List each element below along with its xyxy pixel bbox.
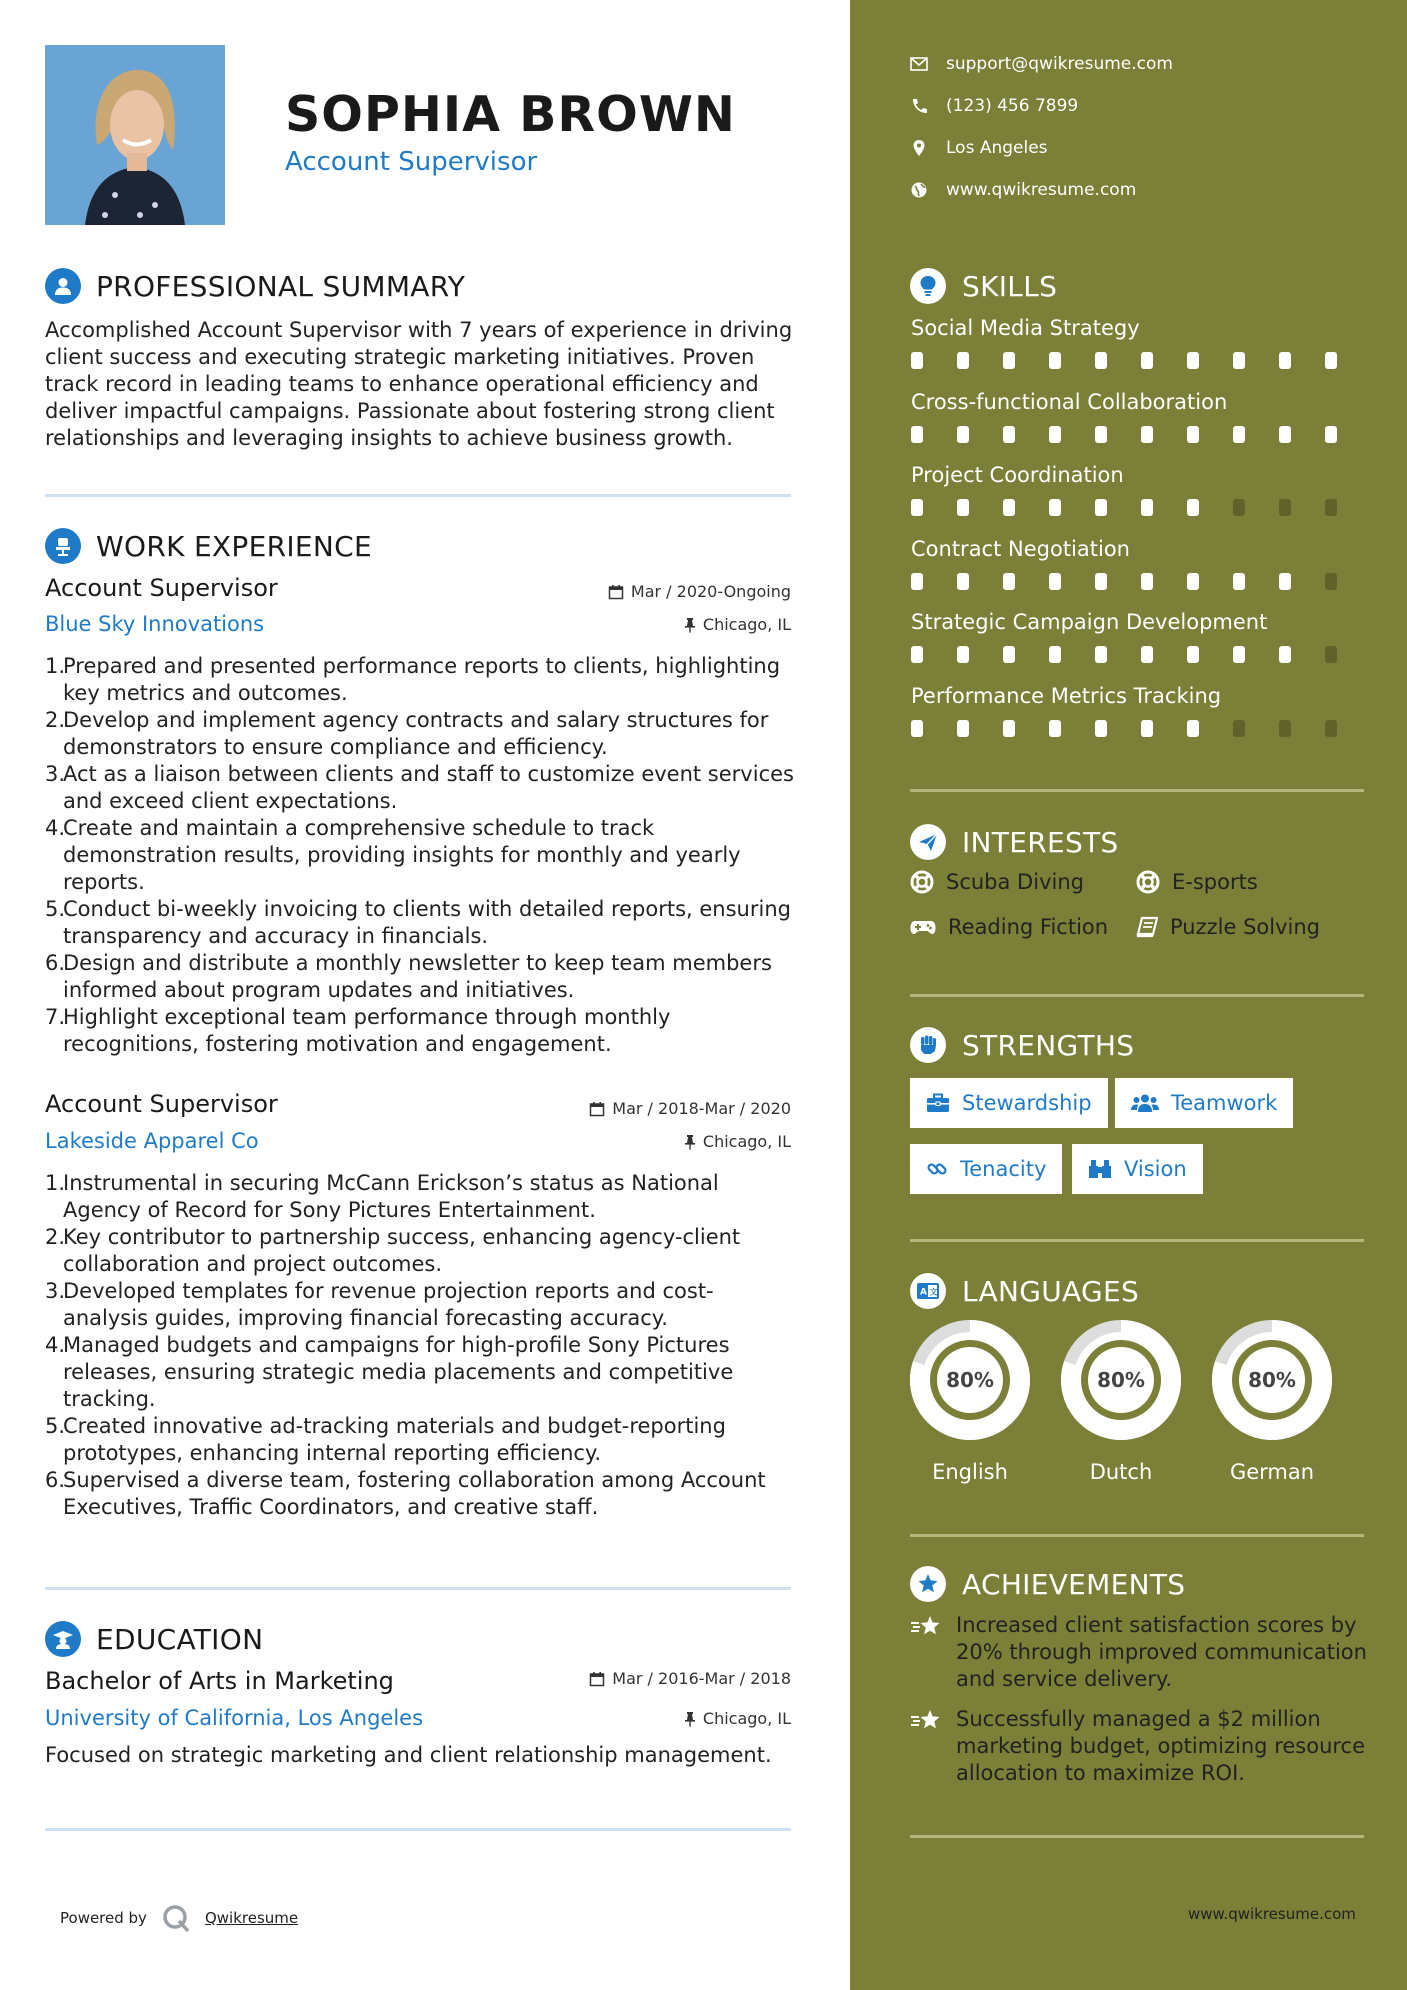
skill-dot [1141, 499, 1153, 516]
section-divider [910, 1239, 1364, 1242]
skill-dot [911, 720, 923, 737]
lifebuoy-icon [1136, 870, 1160, 894]
skill-level [911, 352, 1371, 369]
paper-plane-icon [910, 824, 946, 860]
job-company: Lakeside Apparel Co [45, 1129, 259, 1153]
lightbulb-icon [910, 268, 946, 304]
list-item: 4. Create and maintain a comprehensive schedule to track demonstration results, providing insights for monthly and yearly reports. [45, 816, 741, 894]
job-dates: Mar / 2020-Ongoing [500, 582, 791, 601]
link-icon [926, 1158, 948, 1180]
pin-icon [684, 617, 696, 633]
list-item: 5. Created innovative ad-tracking materials and budget-reporting prototypes, enhancing internal reporting efficiency. [45, 1414, 726, 1465]
skills-title: SKILLS [962, 270, 1058, 303]
skills-list [911, 316, 1371, 757]
calendar-icon [589, 1671, 605, 1687]
skill-dot [1233, 720, 1245, 737]
skill-dot [1279, 720, 1291, 737]
section-divider [910, 994, 1364, 997]
skill-dot [957, 426, 969, 443]
skill-dot [1325, 352, 1337, 369]
languages-list [908, 1318, 1334, 1484]
language-percent: 80% [1248, 1368, 1296, 1392]
skill-dot [1279, 646, 1291, 663]
svg-text:文: 文 [929, 1287, 938, 1297]
skill-name: Project Coordination [911, 463, 1124, 487]
graduate-icon [45, 1621, 81, 1657]
skill-dot [1233, 646, 1245, 663]
job-role: Account Supervisor [45, 1090, 278, 1118]
pin-icon [684, 1711, 696, 1727]
translate-icon [910, 1273, 946, 1309]
svg-text:A: A [920, 1287, 927, 1298]
qwikresume-logo-icon [161, 1903, 191, 1933]
skill-dot [1141, 573, 1153, 590]
list-item: 5. Conduct bi-weekly invoicing to clients with detailed reports, ensuring transparency and accuracy in financials. [45, 897, 791, 948]
skill-dot [1187, 426, 1199, 443]
job-location: Chicago, IL [500, 1132, 791, 1151]
skill-dot [1141, 720, 1153, 737]
education-dates: Mar / 2016-Mar / 2018 [480, 1669, 791, 1688]
skill-dot [1279, 499, 1291, 516]
skill-dot [1049, 646, 1061, 663]
education-description: Focused on strategic marketing and client relationship management. [45, 1743, 772, 1767]
skill-dot [1187, 720, 1199, 737]
skill-dot [1095, 499, 1107, 516]
lifebuoy-icon [910, 870, 934, 894]
education-location: Chicago, IL [500, 1709, 791, 1728]
section-divider [45, 494, 791, 497]
users-icon [1131, 1093, 1159, 1113]
list-item: 2. Develop and implement agency contracts and salary structures for demonstrators to ensure compliance and efficiency. [45, 708, 769, 759]
skill-dot [1233, 573, 1245, 590]
language-percent: 80% [1097, 1368, 1145, 1392]
contact-email[interactable]: support@qwikresume.com [910, 43, 1173, 85]
skill-dot [1003, 720, 1015, 737]
candidate-title: Account Supervisor [285, 147, 538, 177]
strength-badge: Teamwork [1115, 1078, 1293, 1128]
calendar-icon [589, 1101, 605, 1117]
skill-dot [1325, 499, 1337, 516]
skill-level [911, 646, 1371, 663]
skill-dot [1095, 573, 1107, 590]
skill-level [911, 720, 1371, 737]
section-divider [45, 1587, 791, 1590]
skill-dot [1279, 573, 1291, 590]
skill-dot [1003, 646, 1015, 663]
interest-item: Scuba Diving [910, 870, 1084, 894]
list-item: 4. Managed budgets and campaigns for high-profile Sony Pictures releases, ensuring strategic media placements and competitive tracking. [45, 1333, 734, 1411]
skill-dot [1003, 499, 1015, 516]
skill-level [911, 426, 1371, 443]
skill-name: Performance Metrics Tracking [911, 683, 1222, 708]
education-degree: Bachelor of Arts in Marketing [45, 1667, 394, 1695]
section-divider [45, 1828, 791, 1831]
skill-dot [911, 499, 923, 516]
skill-dot [1049, 573, 1061, 590]
skill-dot [1279, 352, 1291, 369]
skill-name: Social Media Strategy [911, 316, 1140, 340]
skill-dot [911, 426, 923, 443]
contact-phone[interactable]: (123) 456 7899 [910, 85, 1173, 127]
skill-dot [1049, 720, 1061, 737]
skill-dot [1049, 499, 1061, 516]
skill-dot [1325, 646, 1337, 663]
skill-dot [1279, 426, 1291, 443]
skill-dot [957, 499, 969, 516]
skill-name: Cross-functional Collaboration [911, 389, 1228, 414]
skill-dot [1141, 352, 1153, 369]
language-item [1210, 1318, 1334, 1484]
phone-icon [910, 98, 928, 114]
fist-icon [910, 1027, 946, 1063]
language-item [908, 1318, 1032, 1484]
language-ring [1059, 1318, 1183, 1442]
skill-level [911, 573, 1371, 590]
job-role: Account Supervisor [45, 574, 278, 602]
skill-dot [1233, 426, 1245, 443]
list-item: 1. Instrumental in securing McCann Erickson’s status as National Agency of Record for Sony Pictures Entertainment. [45, 1171, 719, 1222]
languages-title: LANGUAGES [962, 1275, 1140, 1308]
skill-row [911, 537, 1371, 611]
interests-title: INTERESTS [962, 826, 1119, 859]
summary-title: PROFESSIONAL SUMMARY [96, 270, 466, 303]
language-ring [1210, 1318, 1334, 1442]
achievement-item: Increased client satisfaction scores by 20% through improved communication and service delivery. [910, 1612, 1370, 1693]
language-name: English [932, 1460, 1008, 1484]
skill-dot [1187, 573, 1199, 590]
candidate-name: SOPHIA BROWN [285, 86, 736, 143]
map-pin-icon [910, 139, 928, 157]
skill-name: Strategic Campaign Development [911, 610, 1268, 634]
shooting-star-icon [910, 1708, 942, 1734]
language-item [1059, 1318, 1183, 1484]
list-item: 1. Prepared and presented performance reports to clients, highlighting key metrics and outcomes. [45, 654, 781, 705]
gamepad-icon [910, 917, 936, 937]
skill-dot [1049, 352, 1061, 369]
skill-dot [1325, 426, 1337, 443]
skill-row [911, 463, 1371, 537]
skill-dot [957, 646, 969, 663]
skill-dot [1095, 352, 1107, 369]
calendar-icon [608, 584, 624, 600]
interest-item: Puzzle Solving [1136, 915, 1320, 939]
strengths-title: STRENGTHS [962, 1029, 1135, 1062]
skill-name: Contract Negotiation [911, 536, 1130, 561]
binoculars-icon [1088, 1158, 1112, 1180]
language-name: German [1229, 1460, 1315, 1484]
education-title: EDUCATION [96, 1623, 264, 1656]
strength-badge: Vision [1072, 1144, 1203, 1194]
interest-item: Reading Fiction [910, 915, 1108, 939]
list-item: 3. Developed templates for revenue projection reports and cost-analysis guides, improving financial forecasting accuracy. [45, 1279, 714, 1330]
skill-row [911, 390, 1371, 464]
section-divider [910, 789, 1364, 792]
skill-dot [1187, 646, 1199, 663]
skill-dot [911, 646, 923, 663]
experience-title: WORK EXPERIENCE [96, 530, 372, 563]
job-bullets [45, 653, 795, 1058]
job-bullets [45, 1170, 795, 1521]
skill-row [911, 610, 1371, 684]
profile-photo [45, 45, 225, 225]
language-name: Dutch [1089, 1460, 1153, 1484]
brand-link[interactable]: Qwikresume [204, 1909, 299, 1927]
section-divider [910, 1534, 1364, 1537]
skill-dot [957, 352, 969, 369]
book-icon [1136, 916, 1158, 938]
list-item: 7. Highlight exceptional team performance through monthly recognitions, fostering motivation and engagement. [45, 1005, 671, 1056]
skill-dot [1095, 720, 1107, 737]
achievement-item: Successfully managed a $2 million marketing budget, optimizing resource allocation to maximize ROI. [910, 1706, 1370, 1787]
skill-level [911, 499, 1371, 516]
list-item: 6. Design and distribute a monthly newsletter to keep team members informed about program updates and initiatives. [45, 951, 772, 1002]
summary-text: Accomplished Account Supervisor with 7 years of experience in driving client success and executing strategic marketing initiatives. Proven track record in leading teams to enhance operational efficiency and deliver impactful campaigns. Passionate about fostering strong client relationships and leveraging insights to achieve business growth. [45, 318, 793, 450]
star-badge-icon [910, 1566, 946, 1602]
chair-icon [45, 528, 81, 564]
globe-icon [910, 181, 928, 199]
contact-location: Los Angeles [910, 127, 1173, 169]
skill-dot [1233, 499, 1245, 516]
skill-dot [1003, 426, 1015, 443]
shooting-star-icon [910, 1614, 942, 1640]
skill-row [911, 316, 1371, 390]
job-location: Chicago, IL [500, 615, 791, 634]
language-percent: 80% [946, 1368, 994, 1392]
job-dates: Mar / 2018-Mar / 2020 [480, 1099, 791, 1118]
skill-dot [1187, 352, 1199, 369]
user-icon [45, 268, 81, 304]
skill-dot [1233, 352, 1245, 369]
strength-badge: Stewardship [910, 1078, 1108, 1128]
skill-dot [911, 573, 923, 590]
powered-by [60, 1903, 298, 1933]
interest-item: E-sports [1136, 870, 1258, 894]
contact-website[interactable]: www.qwikresume.com [910, 169, 1173, 211]
list-item: 6. Supervised a diverse team, fostering collaboration among Account Executives, Traffic Coordinators, and creative staff. [45, 1468, 766, 1519]
job-company: Blue Sky Innovations [45, 612, 265, 636]
list-item: 2. Key contributor to partnership success, enhancing agency-client collaboration and project outcomes. [45, 1225, 741, 1276]
envelope-icon [910, 57, 928, 71]
education-school: University of California, Los Angeles [45, 1706, 424, 1730]
list-item: 3. Act as a liaison between clients and staff to customize event services and exceed client expectations. [45, 762, 794, 813]
skill-row [911, 684, 1371, 758]
skill-dot [911, 352, 923, 369]
skill-dot [1141, 646, 1153, 663]
skill-dot [1141, 426, 1153, 443]
skill-dot [957, 720, 969, 737]
powered-by-label: Powered by [60, 1909, 147, 1927]
language-ring [908, 1318, 1032, 1442]
skill-dot [1003, 573, 1015, 590]
skill-dot [957, 573, 969, 590]
skill-dot [1095, 426, 1107, 443]
footer-website[interactable]: www.qwikresume.com [1188, 1905, 1356, 1923]
briefcase-icon [926, 1093, 950, 1113]
achievements-title: ACHIEVEMENTS [962, 1568, 1186, 1601]
skill-dot [1325, 720, 1337, 737]
skill-dot [1325, 573, 1337, 590]
section-divider [910, 1835, 1364, 1838]
skill-dot [1187, 499, 1199, 516]
skill-dot [1049, 426, 1061, 443]
strength-badge: Tenacity [910, 1144, 1062, 1194]
contact-list [910, 43, 1173, 211]
skill-dot [1095, 646, 1107, 663]
skill-dot [1003, 352, 1015, 369]
pin-icon [684, 1134, 696, 1150]
